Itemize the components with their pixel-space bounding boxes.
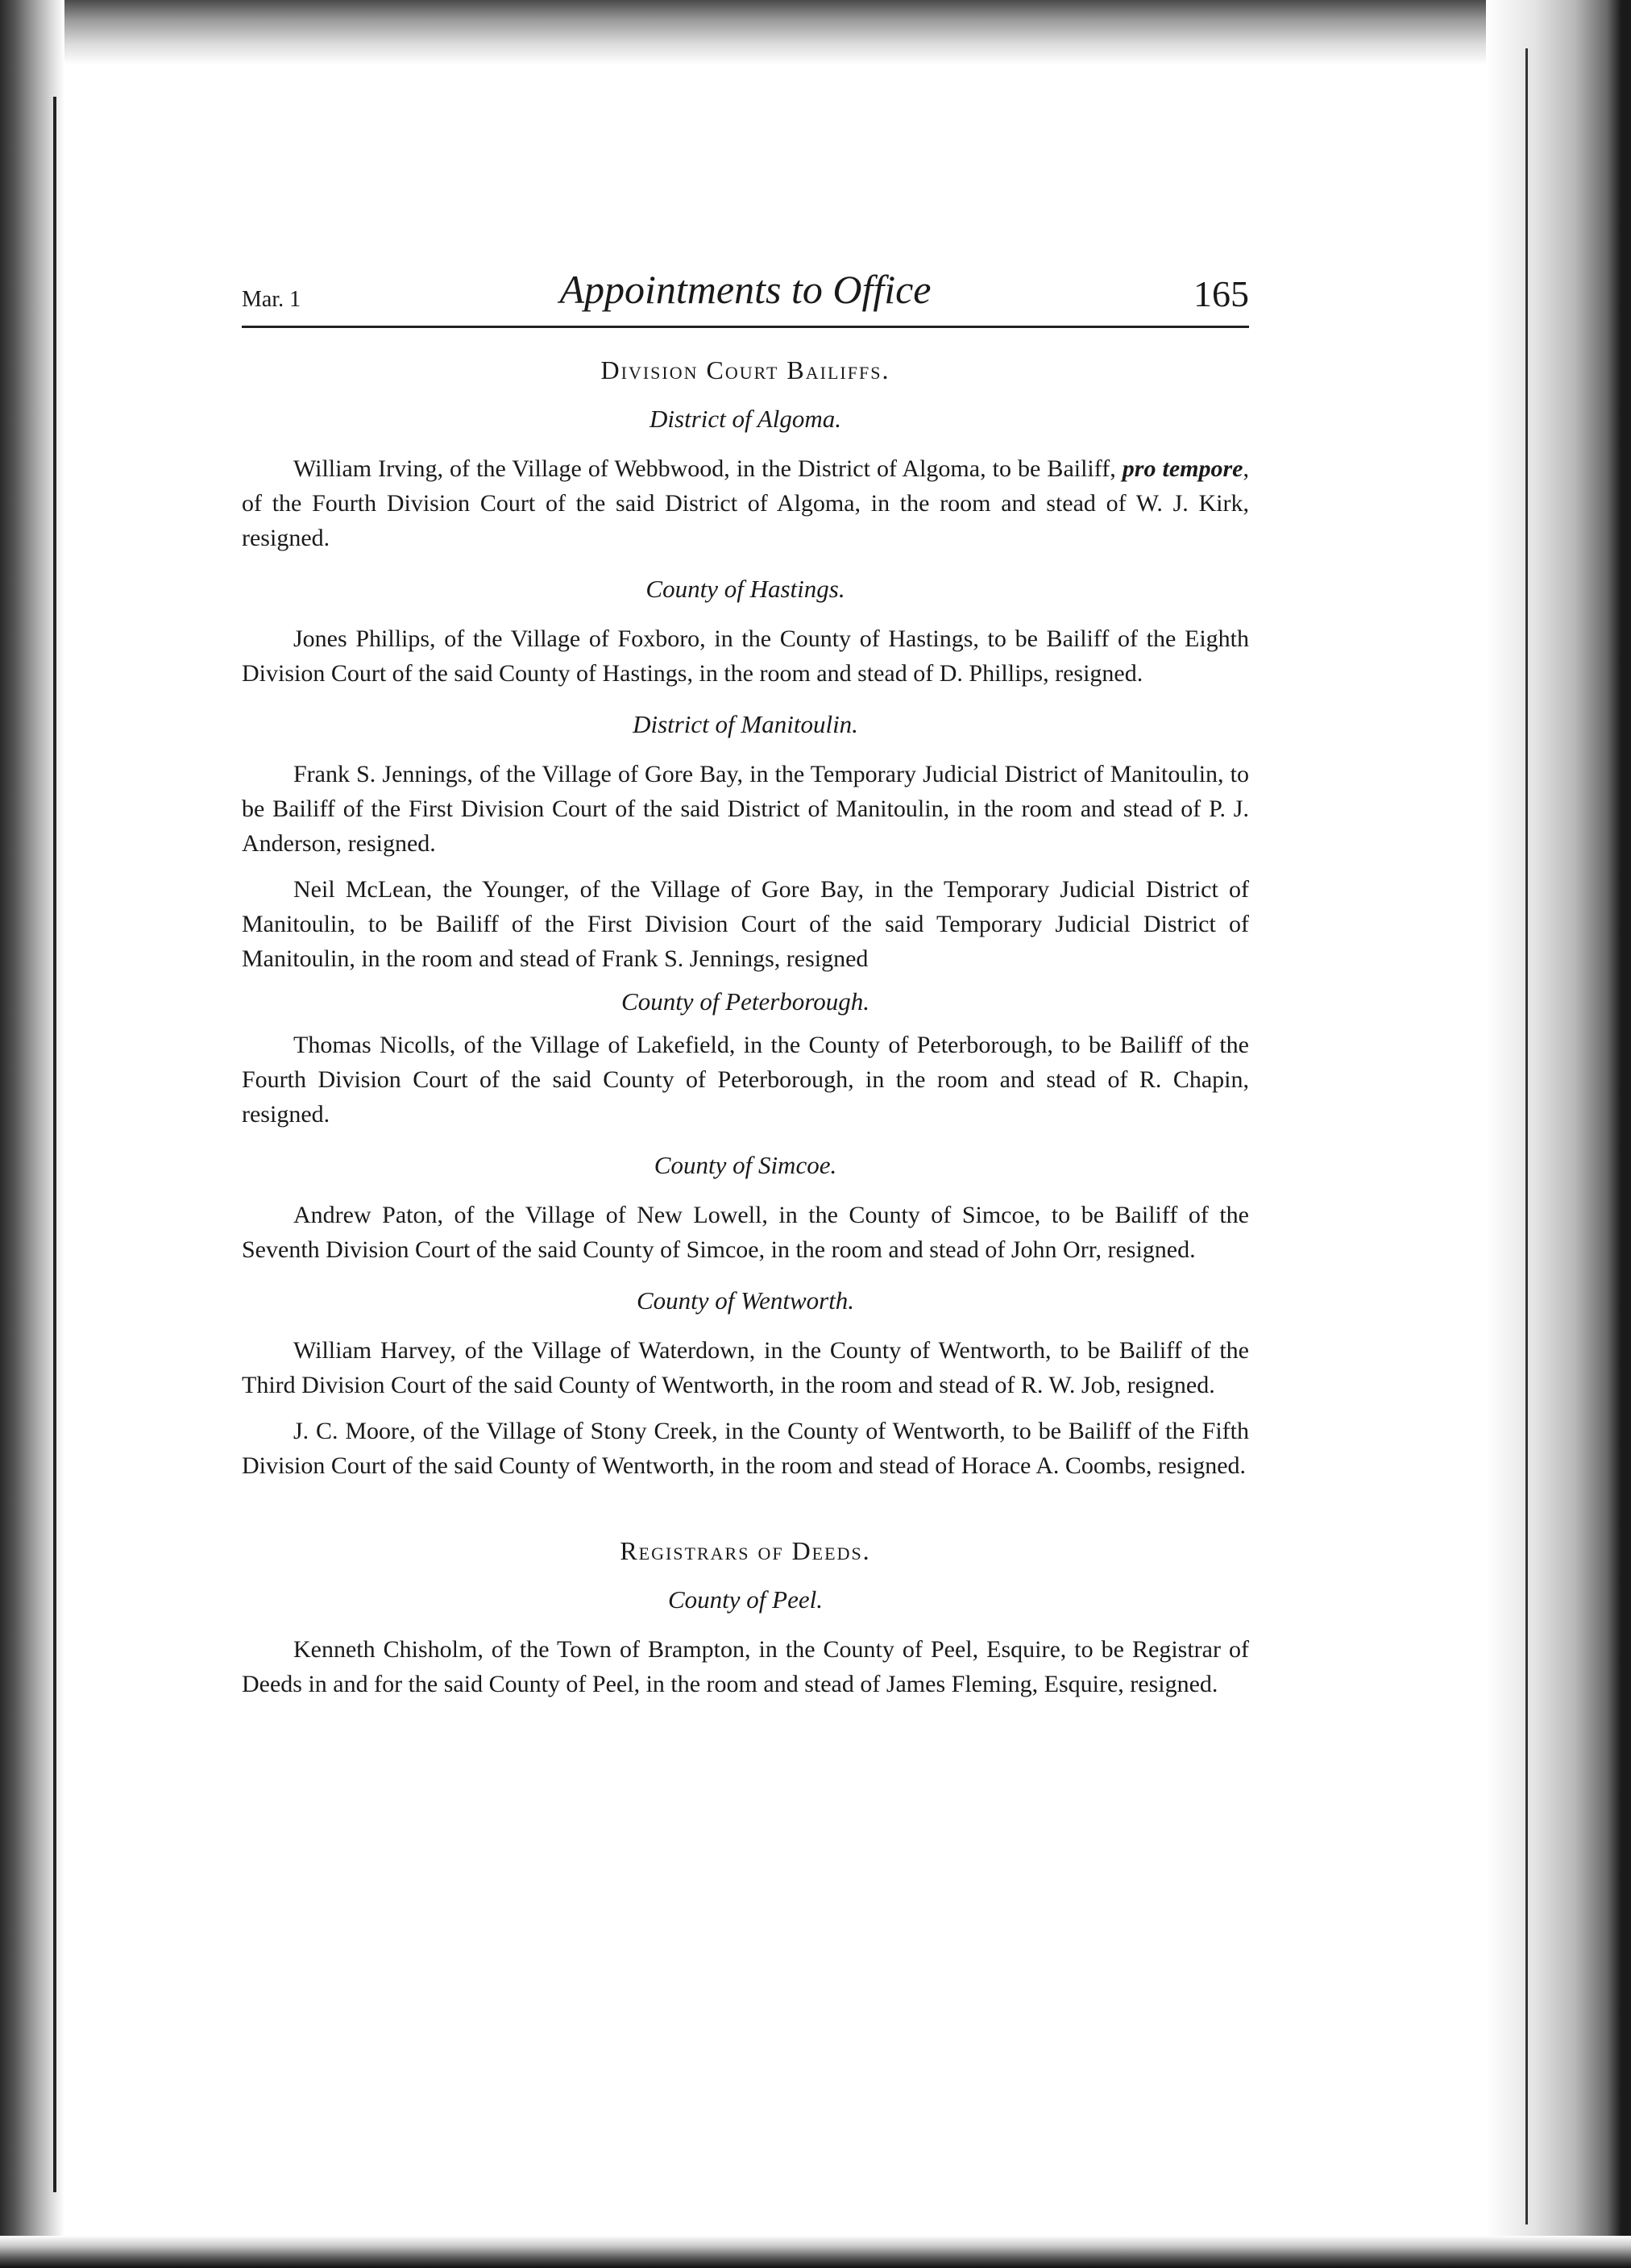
scan-edge-right	[1486, 0, 1631, 2268]
header-rule	[242, 326, 1249, 328]
scan-page-edge-line	[1525, 48, 1528, 2224]
scan-edge-bottom	[0, 2236, 1631, 2268]
entry-kenneth-chisholm: Kenneth Chisholm, of the Town of Brampton, in the County of Peel, Esquire, to be Registrar of Deeds in and for the said County of Peel, in the room and stead of James Fleming, Esquire, resigned.	[242, 1636, 1249, 1697]
entry-jc-moore: J. C. Moore, of the Village of Stony Creek, in the County of Wentworth, to be Bailiff of the Fifth Division Court of the said County of Wentworth, in the room and stead of Horace A. Coombs, resigned.	[242, 1418, 1249, 1479]
section-title-registrars-of-deeds: Registrars of Deeds.	[620, 1536, 871, 1565]
document-page	[242, 266, 1249, 1713]
section-title-division-court-bailiffs: Division Court Bailiffs.	[600, 355, 890, 384]
scan-edge-top	[0, 0, 1631, 64]
header-title: Appointments to Office	[559, 267, 932, 312]
latin-phrase: pro tempore	[1122, 455, 1243, 482]
header-date: Mar. 1	[242, 287, 301, 312]
page-number: 165	[1193, 273, 1249, 314]
entry-william-harvey: William Harvey, of the Village of Waterdown, in the County of Wentworth, to be Bailiff of the Third Division Court of the said County of Wentworth, in the room and stead of R. W. Job, resigned.	[242, 1337, 1249, 1398]
subheading-hastings: County of Hastings.	[645, 575, 845, 603]
entry-thomas-nicolls: Thomas Nicolls, of the Village of Lakefield, in the County of Peterborough, to be Bailiff of the Fourth Division Court of the said County of Peterborough, in the room and stead of R. Chapin, resigned.	[242, 1032, 1249, 1128]
subheading-wentworth: County of Wentworth.	[636, 1286, 855, 1315]
subheading-simcoe: County of Simcoe.	[654, 1151, 837, 1179]
entry-jones-phillips: Jones Phillips, of the Village of Foxboro, in the County of Hastings, to be Bailiff of the Eighth Division Court of the said County of Hastings, in the room and stead of D. Phillips, resigned.	[242, 625, 1249, 687]
subheading-algoma: District of Algoma.	[649, 405, 841, 433]
subheading-peel: County of Peel.	[668, 1585, 823, 1614]
entry-andrew-paton: Andrew Paton, of the Village of New Lowell, in the County of Simcoe, to be Bailiff of the Seventh Division Court of the said County of Simcoe, in the room and stead of John Orr, resigned.	[242, 1202, 1249, 1263]
entry-neil-mclean: Neil McLean, the Younger, of the Village of Gore Bay, in the Temporary Judicial District of Manitoulin, to be Bailiff of the First Division Court of the said Temporary Judicial District of Manitoulin, in the room and stead of Frank S. Jennings, resigned	[242, 876, 1249, 972]
subheading-manitoulin: District of Manitoulin.	[633, 710, 858, 738]
entry-william-irving: William Irving, of the Village of Webbwood, in the District of Algoma, to be Bailiff, pro tempore, of the Fourth Division Court of the said District of Algoma, in the room and stead of W. J. Kirk, resigned.	[242, 455, 1250, 551]
scan-binding-line	[53, 97, 56, 2192]
entry-frank-jennings: Frank S. Jennings, of the Village of Gore Bay, in the Temporary Judicial District of Manitoulin, to be Bailiff of the First Division Court of the said District of Manitoulin, in the room and stead of P. J. Anderson, resigned.	[242, 761, 1249, 857]
subheading-peterborough: County of Peterborough.	[621, 987, 869, 1016]
running-head	[242, 266, 1249, 324]
